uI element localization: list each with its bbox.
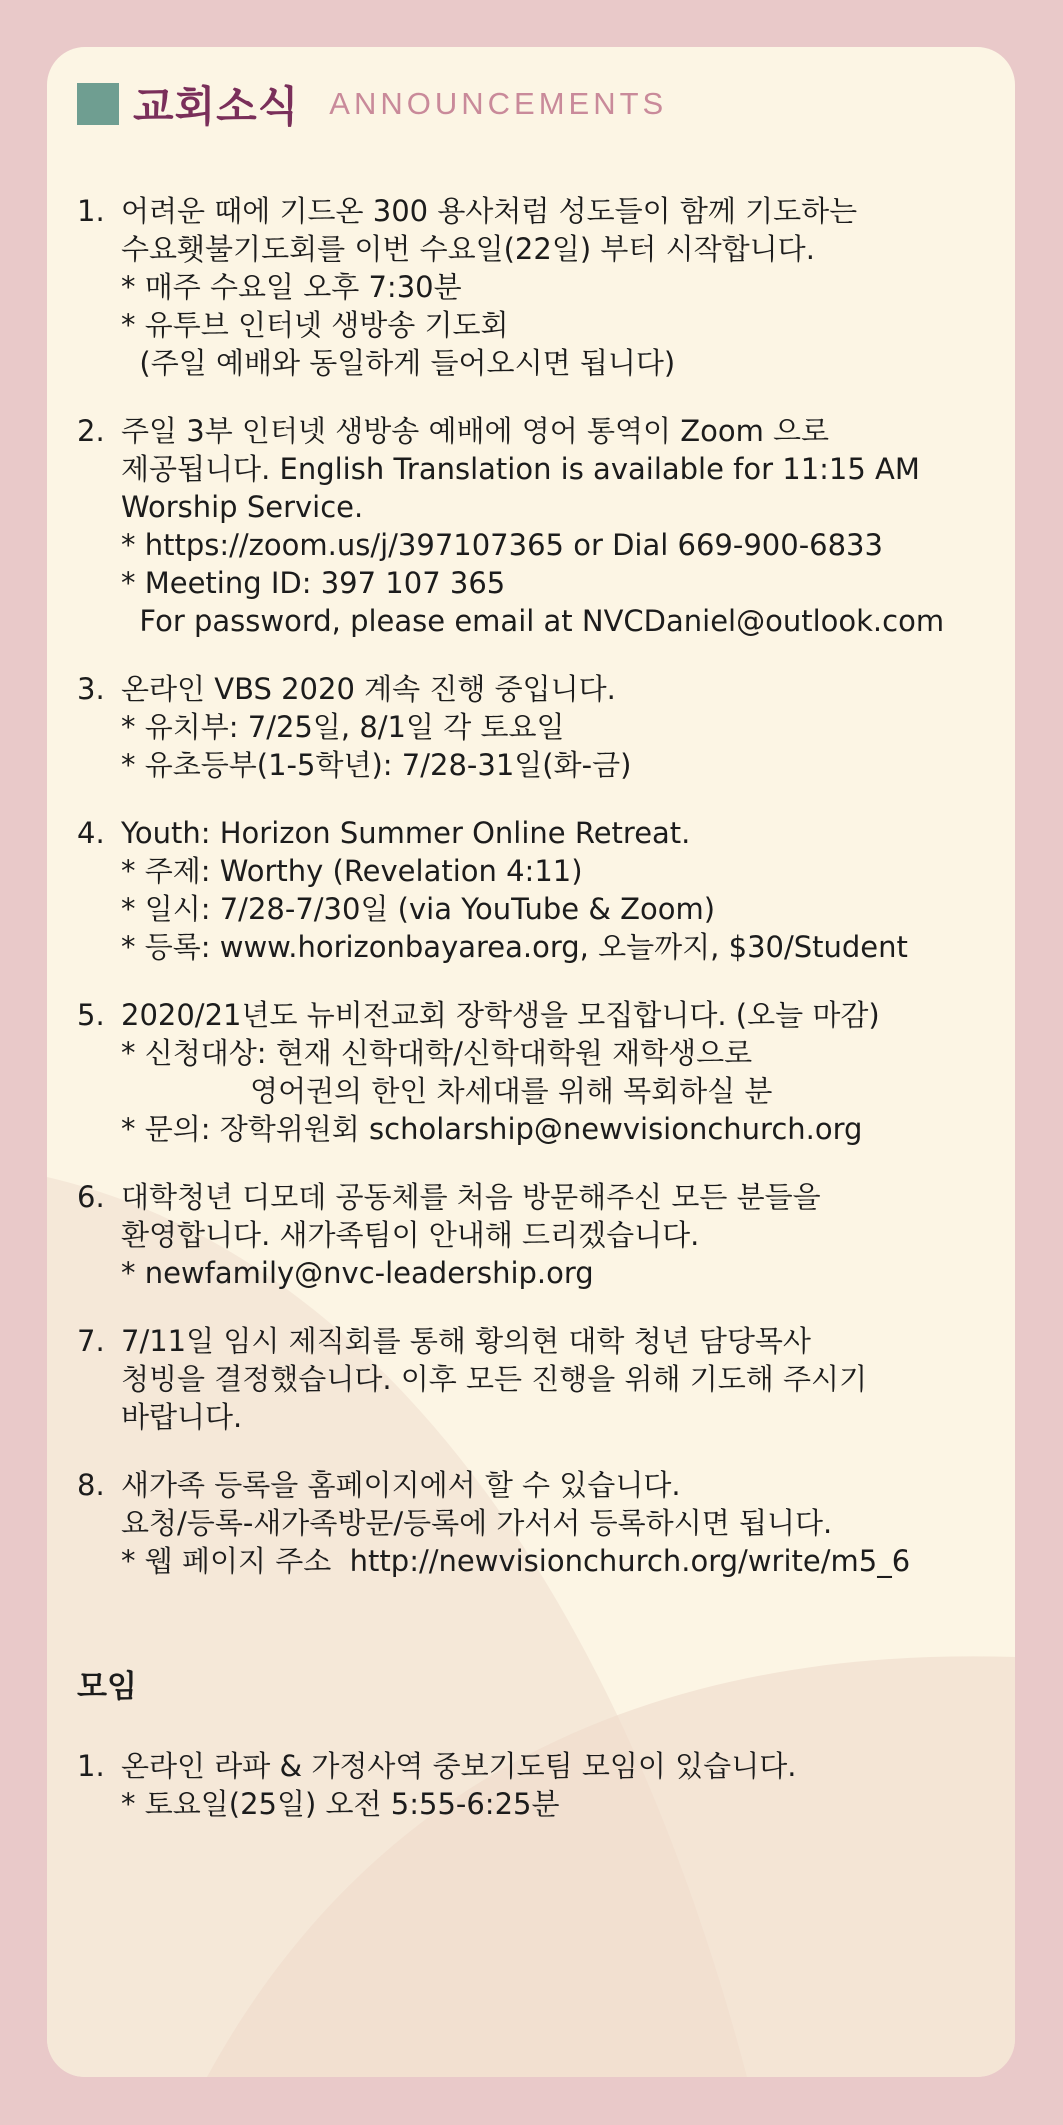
- item-line: 수요횃불기도회를 이번 수요일(22일) 부터 시작합니다.: [121, 232, 815, 266]
- announcements-list: [77, 192, 997, 1580]
- item-text: [121, 1466, 997, 1580]
- item-line: 제공됩니다. English Translation is available for 11:15 AM: [121, 452, 920, 486]
- item-line: 청빙을 결정했습니다. 이후 모든 진행을 위해 기도해 주시기: [121, 1362, 868, 1396]
- item-line: * 유투브 인터넷 생방송 기도회: [121, 308, 509, 342]
- item-text: [121, 1322, 997, 1436]
- item-text: [121, 192, 997, 382]
- meetings-list: [77, 1747, 997, 1823]
- item-number: 6.: [77, 1180, 105, 1214]
- item-number: 4.: [77, 816, 105, 850]
- item-text: [121, 1747, 997, 1823]
- list-item: [77, 192, 997, 382]
- item-line: 7/11일 임시 제직회를 통해 황의현 대학 청년 담당목사: [121, 1324, 811, 1358]
- item-line: Youth: Horizon Summer Online Retreat.: [121, 816, 691, 850]
- item-text: [121, 814, 997, 966]
- item-line: * 토요일(25일) 오전 5:55-6:25분: [121, 1787, 560, 1821]
- item-number: 7.: [77, 1324, 105, 1358]
- list-item: [77, 1178, 997, 1292]
- page-header: [77, 75, 667, 133]
- item-number: 2.: [77, 414, 105, 448]
- list-item: [77, 1747, 997, 1823]
- announcements-card: [47, 47, 1015, 2077]
- item-line: * 등록: www.horizonbayarea.org, 오늘까지, $30/Student: [121, 930, 908, 964]
- item-line: * newfamily@nvc-leadership.org: [121, 1256, 594, 1290]
- item-line: * 문의: 장학위원회 scholarship@newvisionchurch.org: [121, 1112, 863, 1146]
- item-line: For password, please email at NVCDaniel@outlook.com: [121, 604, 945, 638]
- item-line: * 유치부: 7/25일, 8/1일 각 토요일: [121, 710, 565, 744]
- item-line: * 주제: Worthy (Revelation 4:11): [121, 854, 583, 888]
- item-line: 새가족 등록을 홈페이지에서 할 수 있습니다.: [121, 1468, 681, 1502]
- item-line: 영어권의 한인 차세대를 위해 목회하실 분: [121, 1074, 773, 1108]
- meetings-title: 모임: [77, 1669, 137, 1705]
- list-item: [77, 1322, 997, 1436]
- item-number: 1.: [77, 1749, 105, 1783]
- item-text: [121, 996, 997, 1148]
- item-line: * 일시: 7/28-7/30일 (via YouTube & Zoom): [121, 892, 716, 926]
- item-text: [121, 412, 997, 640]
- page-title: 교회소식: [133, 82, 300, 131]
- header-square-icon: [77, 83, 119, 125]
- item-line: * https://zoom.us/j/397107365 or Dial 669-900-6833: [121, 528, 883, 562]
- item-text: [121, 1178, 997, 1292]
- item-line: 어려운 때에 기드온 300 용사처럼 성도들이 함께 기도하는: [121, 194, 858, 228]
- page-subtitle: ANNOUNCEMENTS: [329, 86, 668, 121]
- list-item: [77, 412, 997, 640]
- item-line: 2020/21년도 뉴비전교회 장학생을 모집합니다. (오늘 마감): [121, 998, 880, 1032]
- item-line: 온라인 라파 & 가정사역 중보기도팀 모임이 있습니다.: [121, 1749, 797, 1783]
- item-line: * 웹 페이지 주소 http://newvisionchurch.org/write/m5_6: [121, 1544, 911, 1578]
- item-line: * 매주 수요일 오후 7:30분: [121, 270, 462, 304]
- item-line: * 유초등부(1-5학년): 7/28-31일(화-금): [121, 748, 632, 782]
- item-line: Worship Service.: [121, 490, 364, 524]
- list-item: [77, 670, 997, 784]
- item-text: [121, 670, 997, 784]
- list-item: [77, 996, 997, 1148]
- item-line: 온라인 VBS 2020 계속 진행 중입니다.: [121, 672, 616, 706]
- list-item: [77, 1466, 997, 1580]
- item-number: 5.: [77, 998, 105, 1032]
- item-line: * 신청대상: 현재 신학대학/신학대학원 재학생으로: [121, 1036, 753, 1070]
- item-line: 주일 3부 인터넷 생방송 예배에 영어 통역이 Zoom 으로: [121, 414, 830, 448]
- item-number: 1.: [77, 194, 105, 228]
- item-line: * Meeting ID: 397 107 365: [121, 566, 506, 600]
- item-line: 환영합니다. 새가족팀이 안내해 드리겠습니다.: [121, 1218, 700, 1252]
- item-line: 요청/등록-새가족방문/등록에 가서서 등록하시면 됩니다.: [121, 1506, 833, 1540]
- item-line: (주일 예배와 동일하게 들어오시면 됩니다): [121, 346, 676, 380]
- item-number: 8.: [77, 1468, 105, 1502]
- item-line: 대학청년 디모데 공동체를 처음 방문해주신 모든 분들을: [121, 1180, 821, 1214]
- list-item: [77, 814, 997, 966]
- item-number: 3.: [77, 672, 105, 706]
- item-line: 바랍니다.: [121, 1400, 243, 1434]
